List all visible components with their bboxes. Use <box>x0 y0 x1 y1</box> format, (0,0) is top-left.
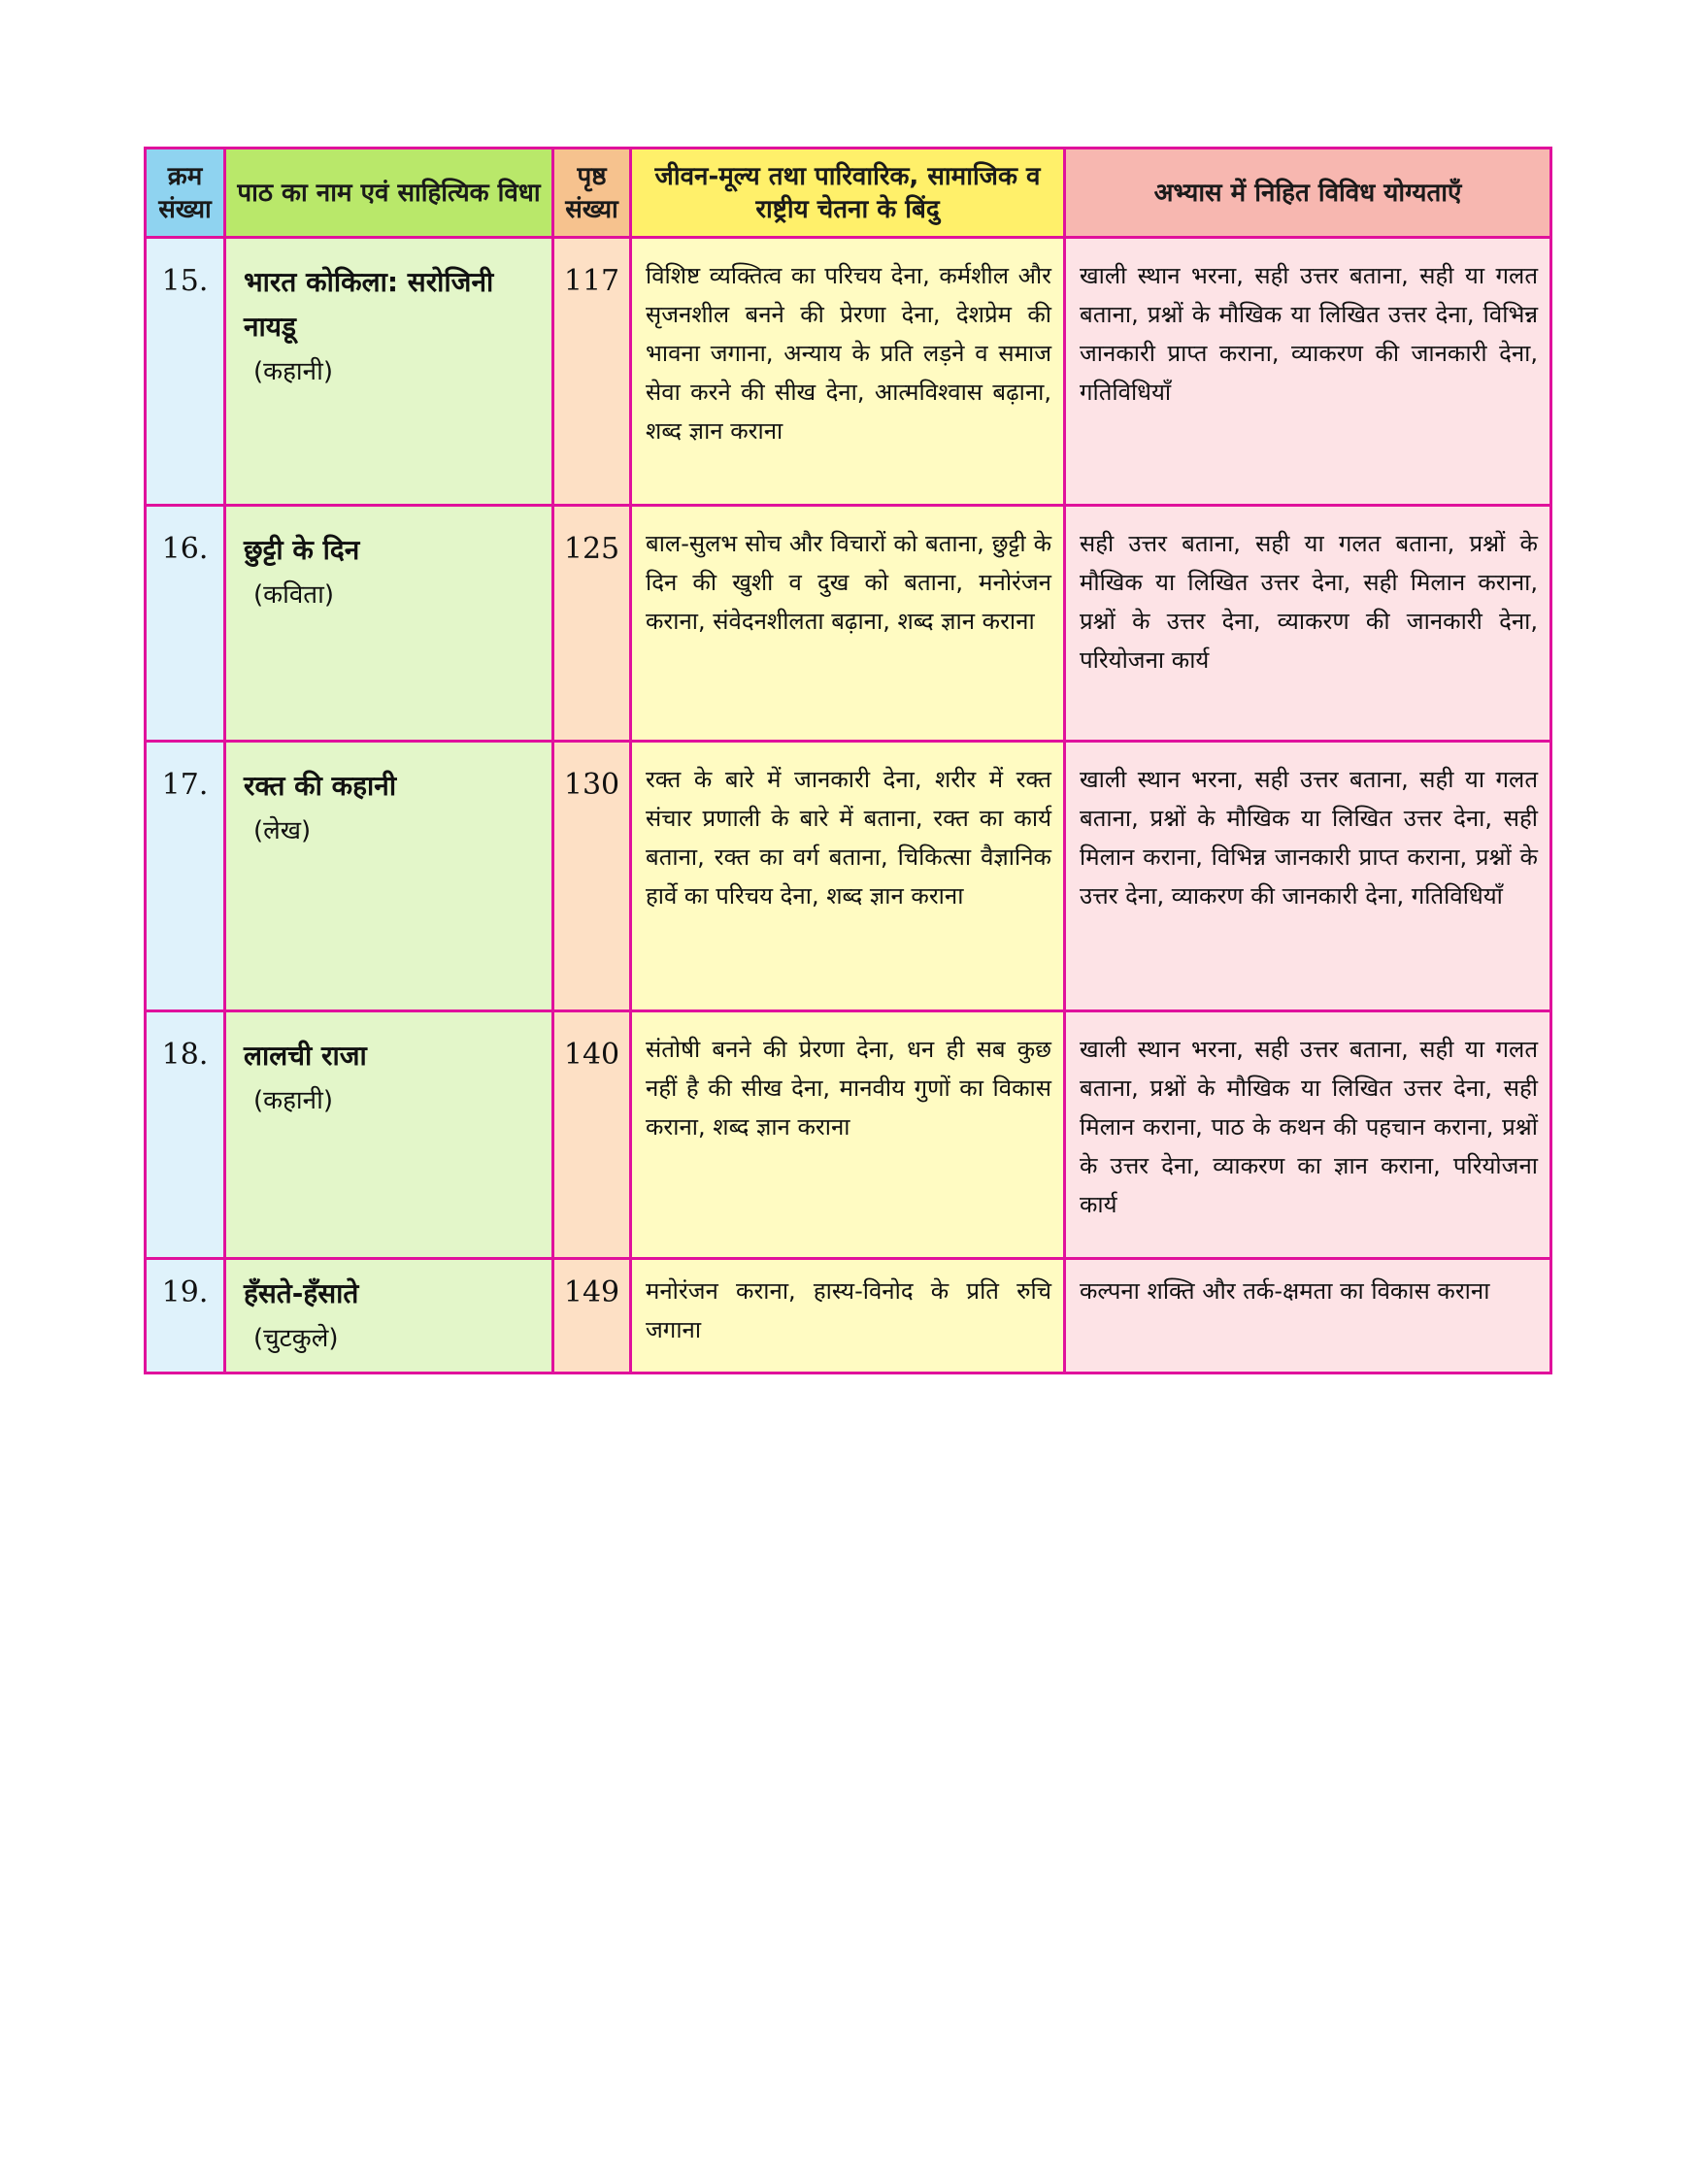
lesson-genre: (कहानी) <box>253 1086 333 1115</box>
skills-text: खाली स्थान भरना, सही उत्तर बताना, सही या गलत बताना, प्रश्नों के मौखिक या लिखित उत्तर देना, सही मिलान कराना, पाठ के कथन की पहचान कराना, प्रश्नों के उत्तर देना, व्याकरण का ज्ञान कराना, परियोजना कार्य <box>1065 1011 1551 1259</box>
serial-number: 17. <box>146 742 225 1011</box>
header-values: जीवन-मूल्य तथा पारिवारिक, सामाजिक व राष्ट्रीय चेतना के बिंदु <box>631 149 1065 238</box>
table-row <box>146 506 1551 742</box>
skills-text: खाली स्थान भरना, सही उत्तर बताना, सही या गलत बताना, प्रश्नों के मौखिक या लिखित उत्तर देना, सही मिलान कराना, विभिन्न जानकारी प्राप्त कराना, प्रश्नों के उत्तर देना, व्याकरण की जानकारी देना, गतिविधियाँ <box>1065 742 1551 1011</box>
header-skills: अभ्यास में निहित विविध योग्यताएँ <box>1065 149 1551 238</box>
values-text: संतोषी बनने की प्रेरणा देना, धन ही सब कुछ नहीं है की सीख देना, मानवीय गुणों का विकास कराना, शब्द ज्ञान कराना <box>631 1011 1065 1259</box>
lesson-title: भारत कोकिला: सरोजिनी नायडू <box>244 266 494 343</box>
lesson-cell <box>225 742 553 1011</box>
header-lesson-name: पाठ का नाम एवं साहित्यिक विधा <box>225 149 553 238</box>
skills-text: सही उत्तर बताना, सही या गलत बताना, प्रश्नों के मौखिक या लिखित उत्तर देना, सही मिलान कराना, प्रश्नों के उत्तर देना, व्याकरण की जानकारी देना, परियोजना कार्य <box>1065 506 1551 742</box>
lesson-cell <box>225 1259 553 1373</box>
lesson-genre: (चुटकुले) <box>253 1324 339 1353</box>
lesson-genre: (कविता) <box>253 580 334 610</box>
header-page-number: पृष्ठ संख्या <box>553 149 631 238</box>
values-text: बाल-सुलभ सोच और विचारों को बताना, छुट्टी के दिन की खुशी व दुख को बताना, मनोरंजन कराना, संवेदनशीलता बढ़ाना, शब्द ज्ञान कराना <box>631 506 1065 742</box>
table-row <box>146 1011 1551 1259</box>
lesson-genre: (लेख) <box>253 816 312 845</box>
page-number: 149 <box>553 1259 631 1373</box>
page-number: 117 <box>553 238 631 506</box>
lesson-genre: (कहानी) <box>253 357 333 386</box>
page-number: 125 <box>553 506 631 742</box>
page-number: 140 <box>553 1011 631 1259</box>
lesson-title: छुट्टी के दिन <box>244 534 360 566</box>
values-text: मनोरंजन कराना, हास्य-विनोद के प्रति रुचि जगाना <box>631 1259 1065 1373</box>
lesson-title: लालची राजा <box>244 1040 367 1072</box>
table-row <box>146 1259 1551 1373</box>
table-row <box>146 238 1551 506</box>
values-text: विशिष्ट व्यक्तित्व का परिचय देना, कर्मशील और सृजनशील बनने की प्रेरणा देना, देशप्रेम की भावना जगाना, अन्याय के प्रति लड़ने व समाज सेवा करने की सीख देना, आत्मविश्वास बढ़ाना, शब्द ज्ञान कराना <box>631 238 1065 506</box>
page-number: 130 <box>553 742 631 1011</box>
lesson-title: हँसते-हँसाते <box>244 1277 359 1309</box>
serial-number: 15. <box>146 238 225 506</box>
serial-number: 19. <box>146 1259 225 1373</box>
header-row <box>146 149 1551 238</box>
serial-number: 18. <box>146 1011 225 1259</box>
skills-text: खाली स्थान भरना, सही उत्तर बताना, सही या गलत बताना, प्रश्नों के मौखिक या लिखित उत्तर देना, विभिन्न जानकारी प्राप्त कराना, व्याकरण की जानकारी देना, गतिविधियाँ <box>1065 238 1551 506</box>
skills-text: कल्पना शक्ति और तर्क-क्षमता का विकास कराना <box>1065 1259 1551 1373</box>
table-row <box>146 742 1551 1011</box>
lesson-cell <box>225 238 553 506</box>
serial-number: 16. <box>146 506 225 742</box>
header-serial-number: क्रम संख्या <box>146 149 225 238</box>
lesson-cell <box>225 506 553 742</box>
syllabus-table <box>144 147 1552 1374</box>
lesson-title: रक्त की कहानी <box>244 770 397 802</box>
lesson-cell <box>225 1011 553 1259</box>
values-text: रक्त के बारे में जानकारी देना, शरीर में रक्त संचार प्रणाली के बारे में बताना, रक्त का कार्य बताना, रक्त का वर्ग बताना, चिकित्सा वैज्ञानिक हार्वे का परिचय देना, शब्द ज्ञान कराना <box>631 742 1065 1011</box>
